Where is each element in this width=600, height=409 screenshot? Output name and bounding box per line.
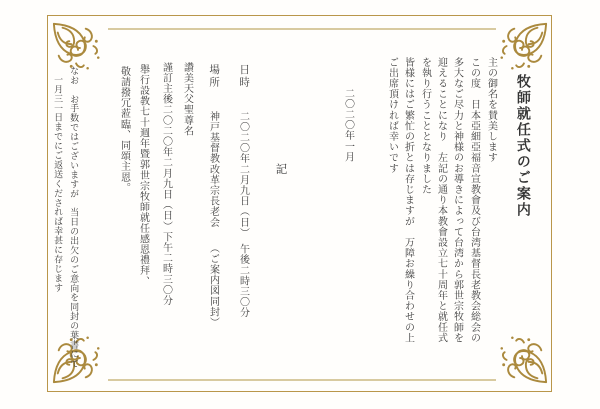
chinese-line-1: 讚美天父聖尊名 — [181, 62, 193, 137]
page-title: 牧師就任式のご案内 — [514, 74, 530, 218]
datetime-label: 日時 — [238, 64, 250, 89]
corner-flourish-bottom-right-icon — [495, 331, 549, 385]
place-value: 神戸基督教改革宗長老会 — [207, 111, 219, 228]
greeting-line-4: 迎えることになり 左記の通り本教會設立七十周年と就任式 — [435, 57, 447, 344]
postscript-line-2: 一月三一日までにご返送くだされば幸甚に存じます — [53, 75, 64, 293]
chinese-line-3: 舉行設教七十週年暨郭世宗牧師就任感恩禮拜、 — [137, 64, 149, 287]
datetime-value: 二〇二〇年二月九日（日） 午後二時三〇分 — [237, 111, 249, 318]
greeting-line-7: ご出席頂ければ幸いです — [386, 57, 398, 174]
greeting-line-2: この度 日本亞細亞福音宣教會及び台湾基督長老教会総会の — [468, 57, 480, 344]
frame-inner-rule-top — [108, 28, 496, 30]
greeting-line-6: 皆様にはご繁忙の折とは存じますが 万障お繰り合わせの上 — [402, 57, 414, 344]
record-marker: 記 — [274, 163, 287, 176]
chinese-line-2: 謹訂主後二〇二〇年二月九日（日）下午二時三〇分 — [160, 62, 172, 306]
frame-inner-rule-bottom — [108, 379, 496, 381]
corner-flourish-top-right-icon — [495, 21, 549, 75]
greeting-line-3: 多大なご尽力と神様のお導きによって台湾から郭世宗牧師を — [451, 57, 463, 344]
greeting-line-1: 主の御名を賛美します — [485, 57, 497, 163]
chinese-line-4: 敬請撥冗蒞臨、同頌主恩。 — [118, 66, 130, 194]
place-note: （ご案内図同封） — [207, 243, 219, 328]
greeting-line-5: を執り行うこととなりました — [419, 57, 431, 195]
postscript-line-1: なお お手数ではございますが 当日の出欠のご意向を同封の葉書にて — [69, 66, 80, 369]
place-label: 場所 — [208, 64, 220, 89]
issue-date: 二〇二〇年一月 — [342, 88, 354, 163]
